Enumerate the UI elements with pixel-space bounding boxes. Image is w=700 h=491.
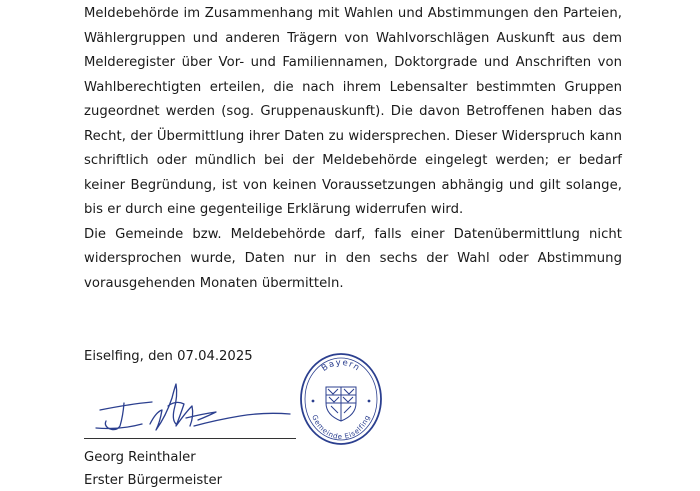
signer-name: Georg Reinthaler [84, 450, 196, 465]
svg-text:Gemeinde Eiselfing: Gemeinde Eiselfing [310, 413, 372, 442]
place-and-date: Eiselfing, den 07.04.2025 [84, 349, 253, 364]
municipal-seal-stamp [298, 351, 384, 447]
signer-title: Erster Bürgermeister [84, 473, 222, 488]
handwritten-signature [90, 376, 300, 442]
svg-text:Bayern: Bayern [319, 357, 363, 374]
body-paragraph-1: Meldebehörde im Zusammenhang mit Wahlen und Abstimmungen den Parteien, Wählergruppen und anderen Trägern von Wahlvorschlägen Auskunft aus dem Melderegister über Vor- und Familiennamen, Doktorgrade und Anschriften von Wahlberechtigten erteilen, die nach ihrem Lebensalter bestimmten Gruppen zugeordnet werden (sog. Gruppenauskunft). Die davon Betroffenen haben das Recht, der Übermittlung ihrer Daten zu widersprechen. Dieser Widerspruch kann schriftlich oder mündlich bei der Meldebehörde eingelegt werden; er bedarf keiner Begründung, ist von keinen Voraussetzungen abhängig und gilt solange, bis er durch eine gegenteilige Erklärung widerrufen wird. [84, 6, 622, 217]
signature-line [84, 438, 296, 439]
body-paragraph-2: Die Gemeinde bzw. Meldebehörde darf, falls einer Datenübermittlung nicht widersprochen wurde, Daten nur in den sechs der Wahl oder Abstimmung vorausgehenden Monaten übermitteln. [84, 226, 622, 291]
document-body [84, 2, 622, 296]
